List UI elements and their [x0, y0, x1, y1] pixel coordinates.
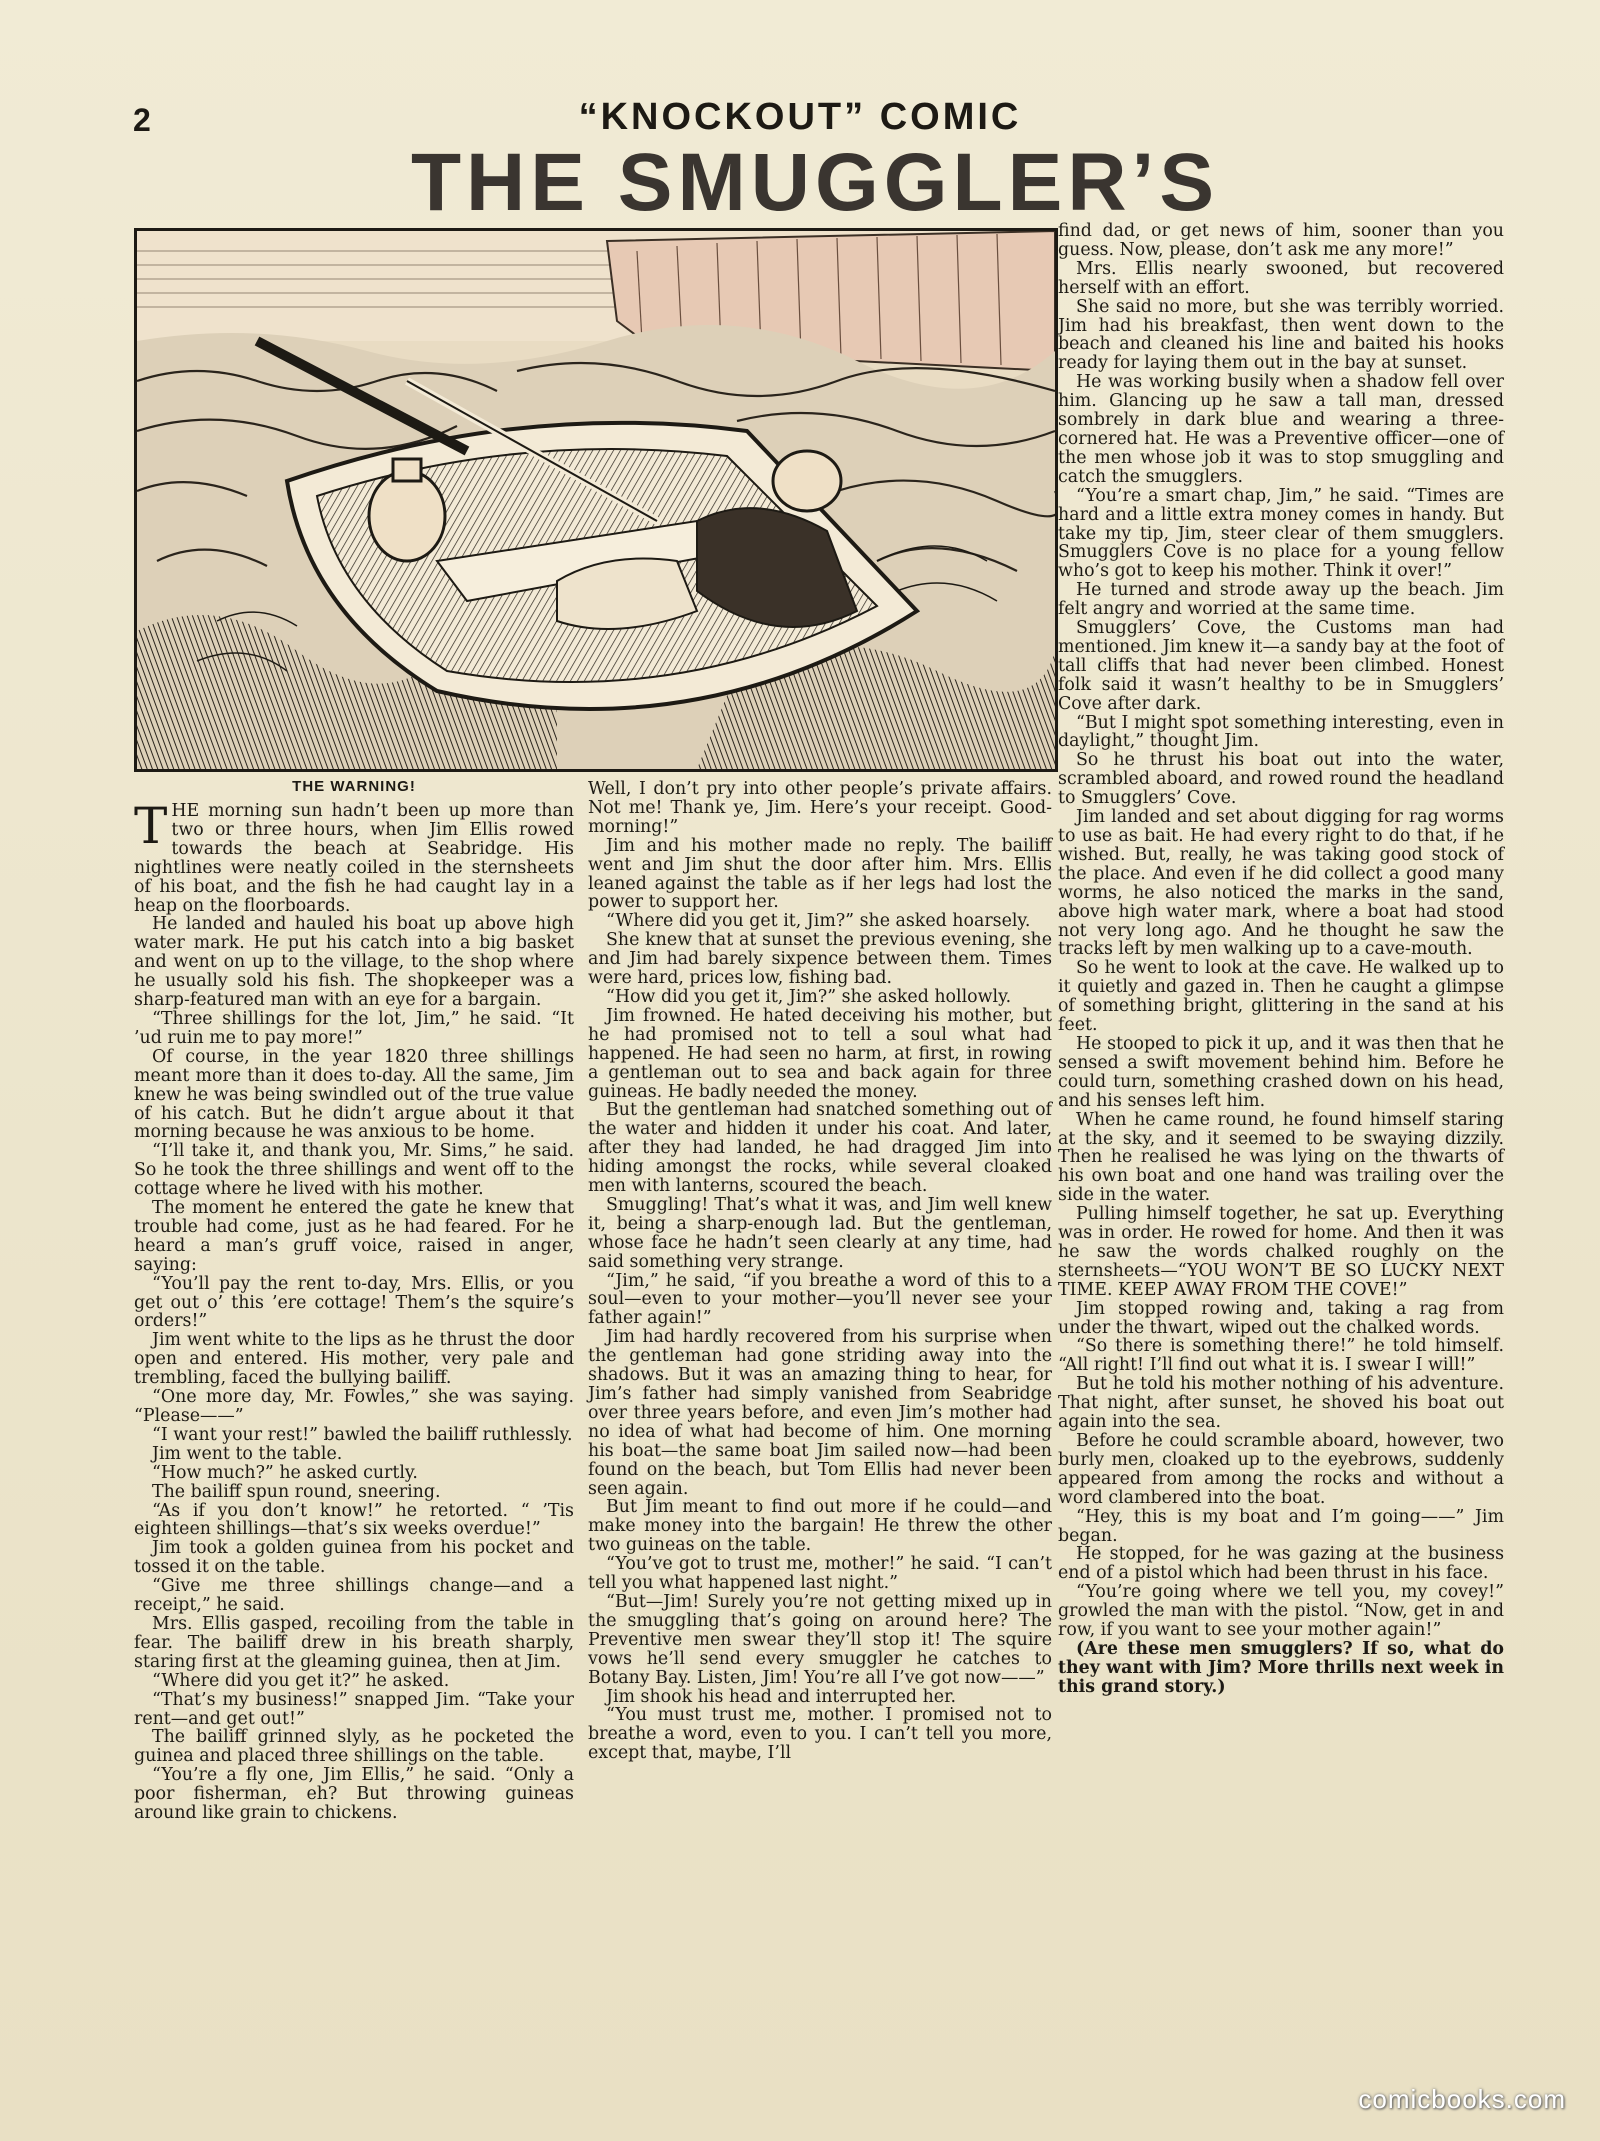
paragraph: “But—Jim! Surely you’re not getting mixed up in the smuggling that’s going on around here? The Preventive men swear they’ll stop it! The squire vows he’ll send every smuggler he catches to Botany Bay. Listen, Jim! You’re all I’ve got now——”: [588, 1591, 1052, 1688]
paragraph: Jim and his mother made no reply. The bailiff went and Jim shut the door after him. Mrs. Ellis leaned against the table as if her legs had lost the power to support her.: [588, 835, 1052, 913]
paragraph: “I want your rest!” bawled the bailiff ruthlessly.: [152, 1424, 573, 1445]
paragraph: “But I might spot something interesting, even in daylight,” thought Jim.: [1058, 712, 1504, 752]
paragraph: “As if you don’t know!” he retorted. “ ’Tis eighteen shillings—that’s six weeks overdue!”: [134, 1500, 574, 1540]
paragraph: Jim went white to the lips as he thrust the door open and entered. His mother, very pale and trembling, faced the bullying bailiff.: [134, 1330, 574, 1389]
paragraph: When he came round, he found himself staring at the sky, and it seemed to be swaying dizzily. Then he realised he was lying on the thwarts of his own boat and one hand was trailing over the side in the water.: [1058, 1109, 1504, 1206]
paragraph: “You’ll pay the rent to-day, Mrs. Ellis, or you get out o’ this ’ere cottage! Them’s the squire’s orders!”: [134, 1273, 574, 1332]
paragraph: He stopped, for he was gazing at the business end of a pistol which had been thrust in his face.: [1058, 1544, 1504, 1584]
paragraph: Pulling himself together, he sat up. Everything was in order. He rowed for home. And then it was he saw the words chalked roughly on the sternsheets—“YOU WON’T BE SO LUCKY NEXT TIME. KEEP AWAY FROM THE COVE!”: [1058, 1204, 1504, 1300]
paragraph: Well, I don’t pry into other people’s private affairs. Not me! Thank ye, Jim. Here’s your receipt. Good-morning!”: [588, 779, 1052, 837]
text-column-3: [1058, 222, 1504, 1697]
paragraph: She knew that at sunset the previous evening, she and Jim had barely sixpence between them. Times were hard, prices low, fishing bad.: [588, 930, 1052, 989]
paragraph: Jim landed and set about digging for rag worms to use as bait. He had every right to do that, if he wished. But, really, he was taking good stock of the place. And even if he did collect a good many worms, he also noticed the marks in the sand, above high water mark, where a boat had stood not very long ago. And he thought he saw the tracks left by men walking up to a cave-mouth.: [1058, 807, 1504, 960]
illustration-caption: THE WARNING!: [292, 778, 416, 795]
paragraph: “You’re going where we tell you, my covey!” growled the man with the pistol. “Now, get in and row, if you want to see your mother again!”: [1058, 1582, 1504, 1641]
paragraph: Of course, in the year 1820 three shillings meant more than it does to-day. All the same, Jim knew he was being swindled out of the true value of his catch. But he didn’t argue about it that morning because he was anxious to be home.: [134, 1046, 574, 1143]
paragraph: He landed and hauled his boat up above high water mark. He put his catch into a big basket and went on up to the village, to the shop where he usually sold his fish. The shopkeeper was a sharp-featured man with an eye for a bargain.: [134, 914, 574, 1011]
running-title: “KNOCKOUT” COMIC: [578, 96, 1022, 138]
paragraph: He turned and strode away up the beach. Jim felt angry and worried at the same time.: [1058, 580, 1504, 620]
paragraph: “Give me three shillings change—and a receipt,” he said.: [134, 1576, 574, 1616]
paragraph: The bailiff spun round, sneering.: [152, 1481, 441, 1502]
paragraph: Jim shook his head and interrupted her.: [606, 1686, 957, 1707]
paragraph: Jim stopped rowing and, taking a rag from under the thwart, wiped out the chalked words.: [1058, 1298, 1504, 1338]
paragraph: “You’ve got to trust me, mother!” he said. “I can’t tell you what happened last night.”: [588, 1554, 1052, 1594]
paragraph: Jim took a golden guinea from his pocket and tossed it on the table.: [134, 1538, 574, 1578]
paragraph: “I’ll take it, and thank you, Mr. Sims,” he said. So he took the three shillings and went off to the cottage where he lived with his mother.: [134, 1141, 574, 1200]
next-week-teaser: (Are these men smugglers? If so, what do they want with Jim? More thrills next week in this grand story.): [1058, 1638, 1504, 1697]
paragraph: She said no more, but she was terribly worried. Jim had his breakfast, then went down to the beach and cleaned his line and baited his hooks ready for laying them out in the bay at sunset.: [1058, 296, 1504, 374]
paragraph: But Jim meant to find out more if he could—and make money into the bargain! He threw the other two guineas on the table.: [588, 1497, 1052, 1556]
paragraph: Jim had hardly recovered from his surprise when the gentleman had gone striding away into the shadows. But it was an amazing thing to hear, for Jim’s father had simply vanished from Seabridge over three years before, and even Jim’s mother had no idea of what had become of him. One morning his boat—the same boat Jim sailed now—had been found on the beach, but Tom Ellis had never been seen again.: [588, 1327, 1052, 1499]
paragraph: “You’re a smart chap, Jim,” he said. “Times are hard and a little extra money comes in handy. But take my tip, Jim, steer clear of them smugglers. Smugglers Cove is no place for a young fellow who’s got to keep his mother. Think it over!”: [1058, 485, 1504, 582]
paragraph: The moment he entered the gate he knew that trouble had come, just as he had feared. For he heard a man’s gruff voice, raised in anger, saying:: [134, 1198, 574, 1275]
paragraph: Smugglers’ Cove, the Customs man had mentioned. Jim knew it—a sandy bay at the foot of tall cliffs that had never been climbed. Honest folk said it wasn’t healthy to be in Smugglers’ Cove after dark.: [1058, 618, 1504, 714]
paragraph: He was working busily when a shadow fell over him. Glancing up he saw a tall man, dressed sombrely in dark blue and wearing a three-cornered hat. He was a Preventive officer—one of the men whose job it was to stop smuggling and catch the smugglers.: [1058, 372, 1504, 487]
paragraph: find dad, or get news of him, sooner than you guess. Now, please, don’t ask me any more!”: [1058, 221, 1504, 260]
story-illustration: [134, 228, 1058, 772]
paragraph: “Hey, this is my boat and I’m going——” Jim began.: [1058, 1506, 1504, 1546]
page-number: 2: [133, 102, 151, 138]
paragraph: He stooped to pick it up, and it was then that he sensed a swift movement behind him. Before he could turn, something crashed down on his head, and his senses left him.: [1058, 1033, 1504, 1111]
boat-in-sea-image: [137, 231, 1055, 769]
text-column-1: [134, 797, 574, 1824]
paragraph: “Where did you get it, Jim?” she asked hoarsely.: [606, 911, 1031, 932]
site-watermark: comicbooks.com: [1358, 2084, 1566, 2114]
paragraph: Before he could scramble aboard, however, two burly men, cloaked up to the eyebrows, suddenly appeared from among the rocks and without a word clambered into the boat.: [1058, 1431, 1504, 1508]
paragraph: “Jim,” he said, “if you breathe a word of this to a soul—even to your mother—you’ll never see your father again!”: [588, 1270, 1052, 1329]
drop-cap: T: [134, 797, 168, 855]
story-title: THE SMUGGLER’S: [410, 137, 1220, 228]
paragraph: Mrs. Ellis nearly swooned, but recovered herself with an effort.: [1058, 258, 1504, 298]
paragraph: Jim went to the table.: [152, 1443, 343, 1464]
paragraph: But the gentleman had snatched something out of the water and hidden it under his coat. And later, after they had landed, he had dragged Jim into hiding amongst the rocks, while several cloaked men with lanterns, scoured the beach.: [588, 1100, 1052, 1197]
paragraph: Mrs. Ellis gasped, recoiling from the table in fear. The bailiff drew in his breath sharply, staring first at the gleaming guinea, then at Jim.: [134, 1613, 574, 1672]
paragraph: “You’re a fly one, Jim Ellis,” he said. “Only a poor fisherman, eh? But throwing guineas around like grain to chickens.: [134, 1765, 574, 1824]
paragraph: “So there is something there!” he told himself. “All right! I’ll find out what it is. I swear I will!”: [1058, 1336, 1504, 1376]
paragraph: “That’s my business!” snapped Jim. “Take your rent—and get out!”: [134, 1689, 574, 1729]
paragraph: So he went to look at the cave. He walked up to it quietly and gazed in. Then he caught a glimpse of something bright, glittering in the sand at his feet.: [1058, 958, 1504, 1036]
text-column-2: [588, 780, 1052, 1763]
paragraph: But he told his mother nothing of his adventure. That night, after sunset, he shoved his boat out again into the sea.: [1058, 1374, 1504, 1433]
paragraph: Jim frowned. He hated deceiving his mother, but he had promised not to tell a soul what had happened. He had seen no harm, at first, in rowing a gentleman out to sea and back again for three guineas. He badly needed the money.: [588, 1005, 1052, 1102]
paragraph: “Three shillings for the lot, Jim,” he said. “It ’ud ruin me to pay more!”: [134, 1008, 574, 1048]
paragraph: So he thrust his boat out into the water, scrambled aboard, and rowed round the headland to Smugglers’ Cove.: [1058, 750, 1504, 809]
paragraph: “Where did you get it?” he asked.: [152, 1670, 450, 1691]
paragraph: Smuggling! That’s what it was, and Jim well knew it, being a sharp-enough lad. But the gentleman, whose face he hadn’t seen clearly at any time, had said something very strange.: [588, 1194, 1052, 1272]
paragraph: “One more day, Mr. Fowles,” she was saying. “Please——”: [134, 1387, 574, 1426]
paragraph: “How did you get it, Jim?” she asked hollowly.: [606, 986, 1012, 1007]
paragraph: THE morning sun hadn’t been up more than two or three hours, when Jim Ellis rowed towards the beach at Seabridge. His nightlines were neatly coiled in the sternsheets of his boat, and the fish he had caught lay in a heap on the floorboards.: [134, 797, 574, 916]
paragraph: “You must trust me, mother. I promised not to breathe a word, even to you. I can’t tell you more, except that, maybe, I’ll: [588, 1705, 1052, 1764]
paragraph: The bailiff grinned slyly, as he pocketed the guinea and placed three shillings on the table.: [134, 1727, 574, 1767]
paragraph: “How much?” he asked curtly.: [152, 1462, 418, 1483]
